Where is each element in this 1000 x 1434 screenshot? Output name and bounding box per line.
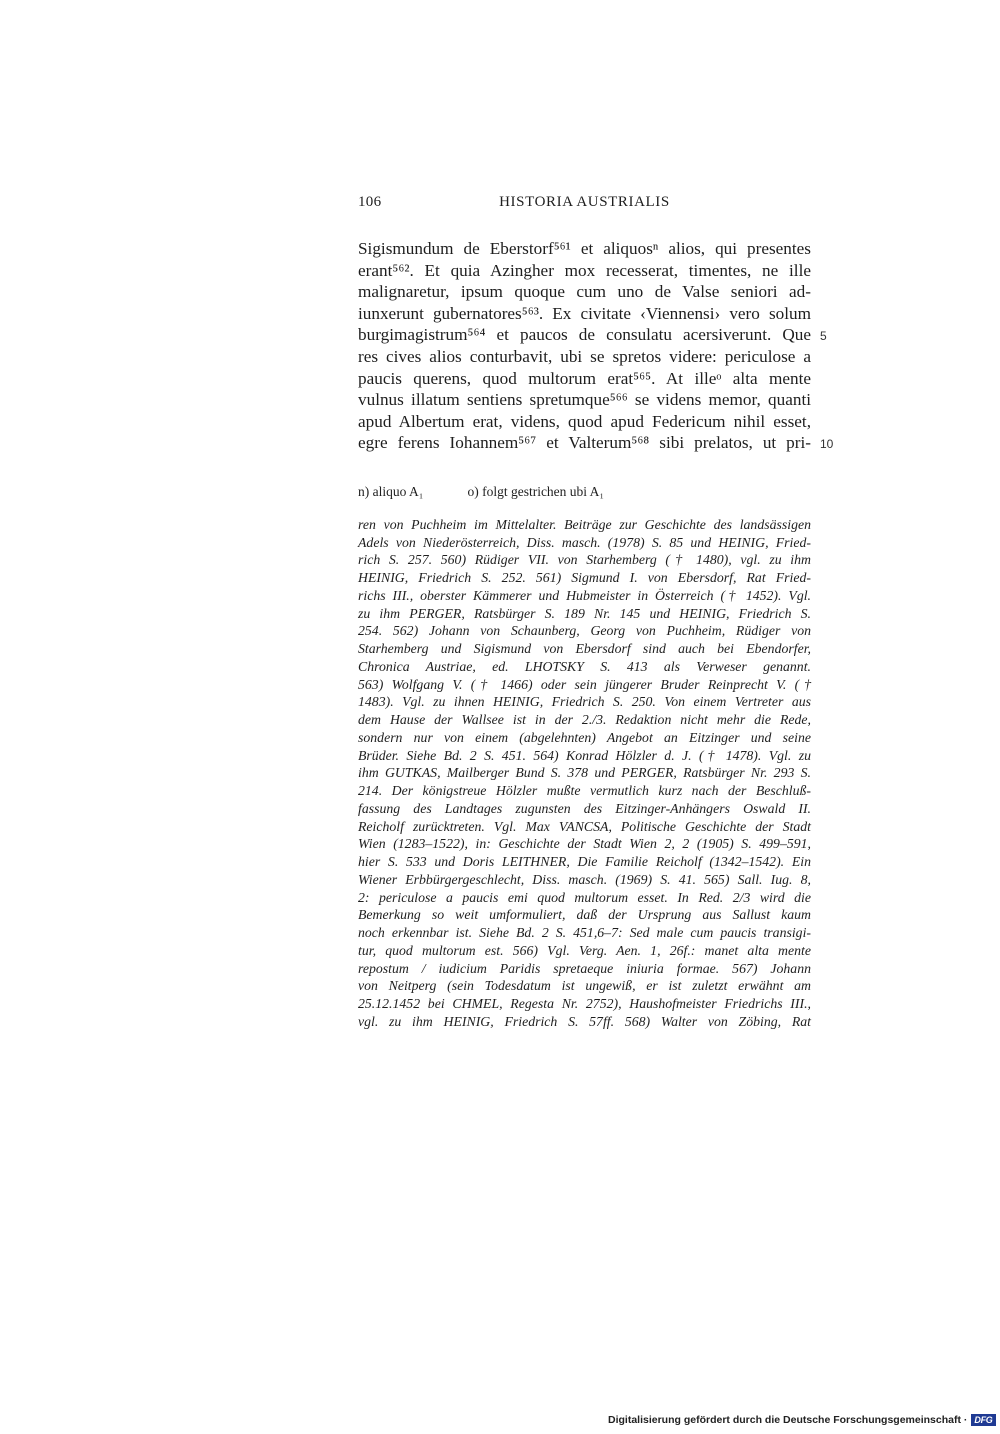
footnote-line: 563) Wolfgang V. († 1466) oder sein jüngerer Bruder Reinprecht V. (†: [358, 676, 811, 692]
footnote-line: Adels von Niederösterreich, Diss. masch. (1978) S. 85 und HEINIG, Fried-: [358, 534, 811, 550]
footnote-line: dem Hause der Wallsee ist in der 2./3. Redaktion nicht mehr die Rede,: [358, 712, 811, 728]
footnote-line: hier S. 533 und Doris LEITHNER, Die Familie Reicholf (1342–1542). Ein: [358, 854, 811, 870]
footnote-line: rich S. 257. 560) Rüdiger VII. von Starhemberg († 1480), vgl. zu ihm: [358, 552, 811, 568]
text-line: Sigismundum de Eberstorf⁵⁶¹ et aliquosⁿ alios, qui presentes: [358, 239, 811, 258]
line-number: 5: [820, 329, 827, 344]
apparatus-entry: o) folgt gestrichen ubi A₁: [467, 483, 605, 499]
footnote-line: richs III., oberster Kämmerer und Hubmeister in Österreich († 1452). Vgl.: [358, 587, 811, 603]
running-title: HISTORIA AUSTRIALIS: [499, 194, 670, 210]
main-text: [358, 238, 834, 454]
footnote-line: vgl. zu ihm HEINIG, Friedrich S. 57ff. 568) Walter von Zöbing, Rat: [358, 1013, 811, 1029]
text-line: vulnus illatum sentiens spretumque⁵⁶⁶ se videns memor, quanti: [358, 390, 811, 410]
footnote-line: 25.12.1452 bei CHMEL, Regesta Nr. 2752), Haushofmeister Friedrichs III.,: [358, 996, 811, 1012]
footnote-line: von Neitperg (sein Todesdatum ist ungewiß, er ist zuletzt erwähnt am: [358, 978, 811, 994]
footnote-line: fassung des Landtages zugunsten des Eitzinger-Anhängers Oswald II.: [358, 800, 811, 816]
footnote-line: Wiener Erbbürgergeschlecht, Diss. masch. (1969) S. 41. 565) Sall. Iug. 8,: [358, 871, 811, 887]
text-line: erant⁵⁶². Et quia Azingher mox recesserat, timentes, ne ille: [358, 260, 811, 280]
footnote-line: Reicholf zurücktreten. Vgl. Max VANCSA, Politische Geschichte der Stadt: [358, 818, 811, 834]
text-line: res cives alios conturbavit, ubi se spretos videre: periculose a: [358, 346, 811, 366]
book-page: [358, 188, 834, 1031]
text-line: paucis querens, quod multorum erat⁵⁶⁵. At illeᵒ alta mente: [358, 368, 811, 388]
footnote-line: noch erkennbar ist. Siehe Bd. 2 S. 451,6–7: Sed male cum paucis transigi-: [358, 925, 811, 941]
text-line: malignaretur, ipsum quoque cum uno de Valse seniori ad-: [358, 282, 811, 302]
dfg-footer-text: Digitalisierung gefördert durch die Deutsche Forschungsgemeinschaft ·: [608, 1414, 968, 1426]
page-number: 106: [358, 194, 382, 210]
footnote-line: 2: periculose a paucis emi quod multorum esset. In Red. 2/3 wird die: [358, 889, 811, 905]
dfg-footer: [608, 1414, 996, 1426]
line-number: 10: [820, 437, 834, 452]
footnote-line: 214. Der königstreue Hölzler mußte vermutlich kurz nach der Beschluß-: [358, 783, 811, 799]
footnote-line: Starhemberg und Sigismund von Ebersdorf sind auch bei Ebendorfer,: [358, 641, 811, 657]
apparatus-entry: n) aliquo A₁: [358, 483, 424, 499]
footnote-line: HEINIG, Friedrich S. 252. 561) Sigmund I. von Ebersdorf, Rat Fried-: [358, 570, 811, 586]
text-line: burgimagistrum⁵⁶⁴ et paucos de consulatu acersiverunt. Que: [358, 325, 811, 345]
footnote-line: Wien (1283–1522), in: Geschichte der Stadt Wien 2, 2 (1905) S. 499–591,: [358, 836, 811, 852]
footnote-line: tur, quod multorum est. 566) Vgl. Verg. Aen. 1, 26f.: manet alta mente: [358, 942, 811, 958]
dfg-logo-icon: DFG: [971, 1414, 995, 1426]
running-head: [358, 188, 811, 218]
critical-apparatus: [358, 484, 811, 504]
footnote-line: sondern nur von einem (abgelehnten) Angebot an Eitzinger und seine: [358, 729, 811, 745]
text-line: iunxerunt gubernatores⁵⁶³. Ex civitate ‹Viennensi› vero solum: [358, 303, 811, 323]
footnote-line: 254. 562) Johann von Schaunberg, Georg von Puchheim, Rüdiger von: [358, 623, 811, 639]
footnote-line: ihm GUTKAS, Mailberger Bund S. 378 und PERGER, Ratsbürger Nr. 293 S.: [358, 765, 811, 781]
text-line: egre ferens Iohannem⁵⁶⁷ et Valterum⁵⁶⁸ sibi prelatos, ut pri-: [358, 433, 811, 453]
footnote-line: Chronica Austriae, ed. LHOTSKY S. 413 als Verweser genannt.: [358, 658, 811, 674]
footnote-line: zu ihm PERGER, Ratsbürger S. 189 Nr. 145 und HEINIG, Friedrich S.: [358, 605, 811, 621]
footnote-line: 1483). Vgl. zu ihnen HEINIG, Friedrich S. 250. Von einem Vertreter aus: [358, 694, 811, 710]
text-line: apud Albertum erat, videns, quod apud Federicum nihil esset,: [358, 411, 811, 431]
footnote-line: Bemerkung so weit umformuliert, daß der Ursprung aus Sallust kaum: [358, 907, 811, 923]
footnotes: [358, 516, 811, 1031]
footnote-line: repostum / iudicium Paridis spretaeque iniuria formae. 567) Johann: [358, 960, 811, 976]
footnote-line: Brüder. Siehe Bd. 2 S. 451. 564) Konrad Hölzler d. J. († 1478). Vgl. zu: [358, 747, 811, 763]
footnote-line: ren von Puchheim im Mittelalter. Beiträge zur Geschichte des landsässigen: [358, 516, 811, 532]
